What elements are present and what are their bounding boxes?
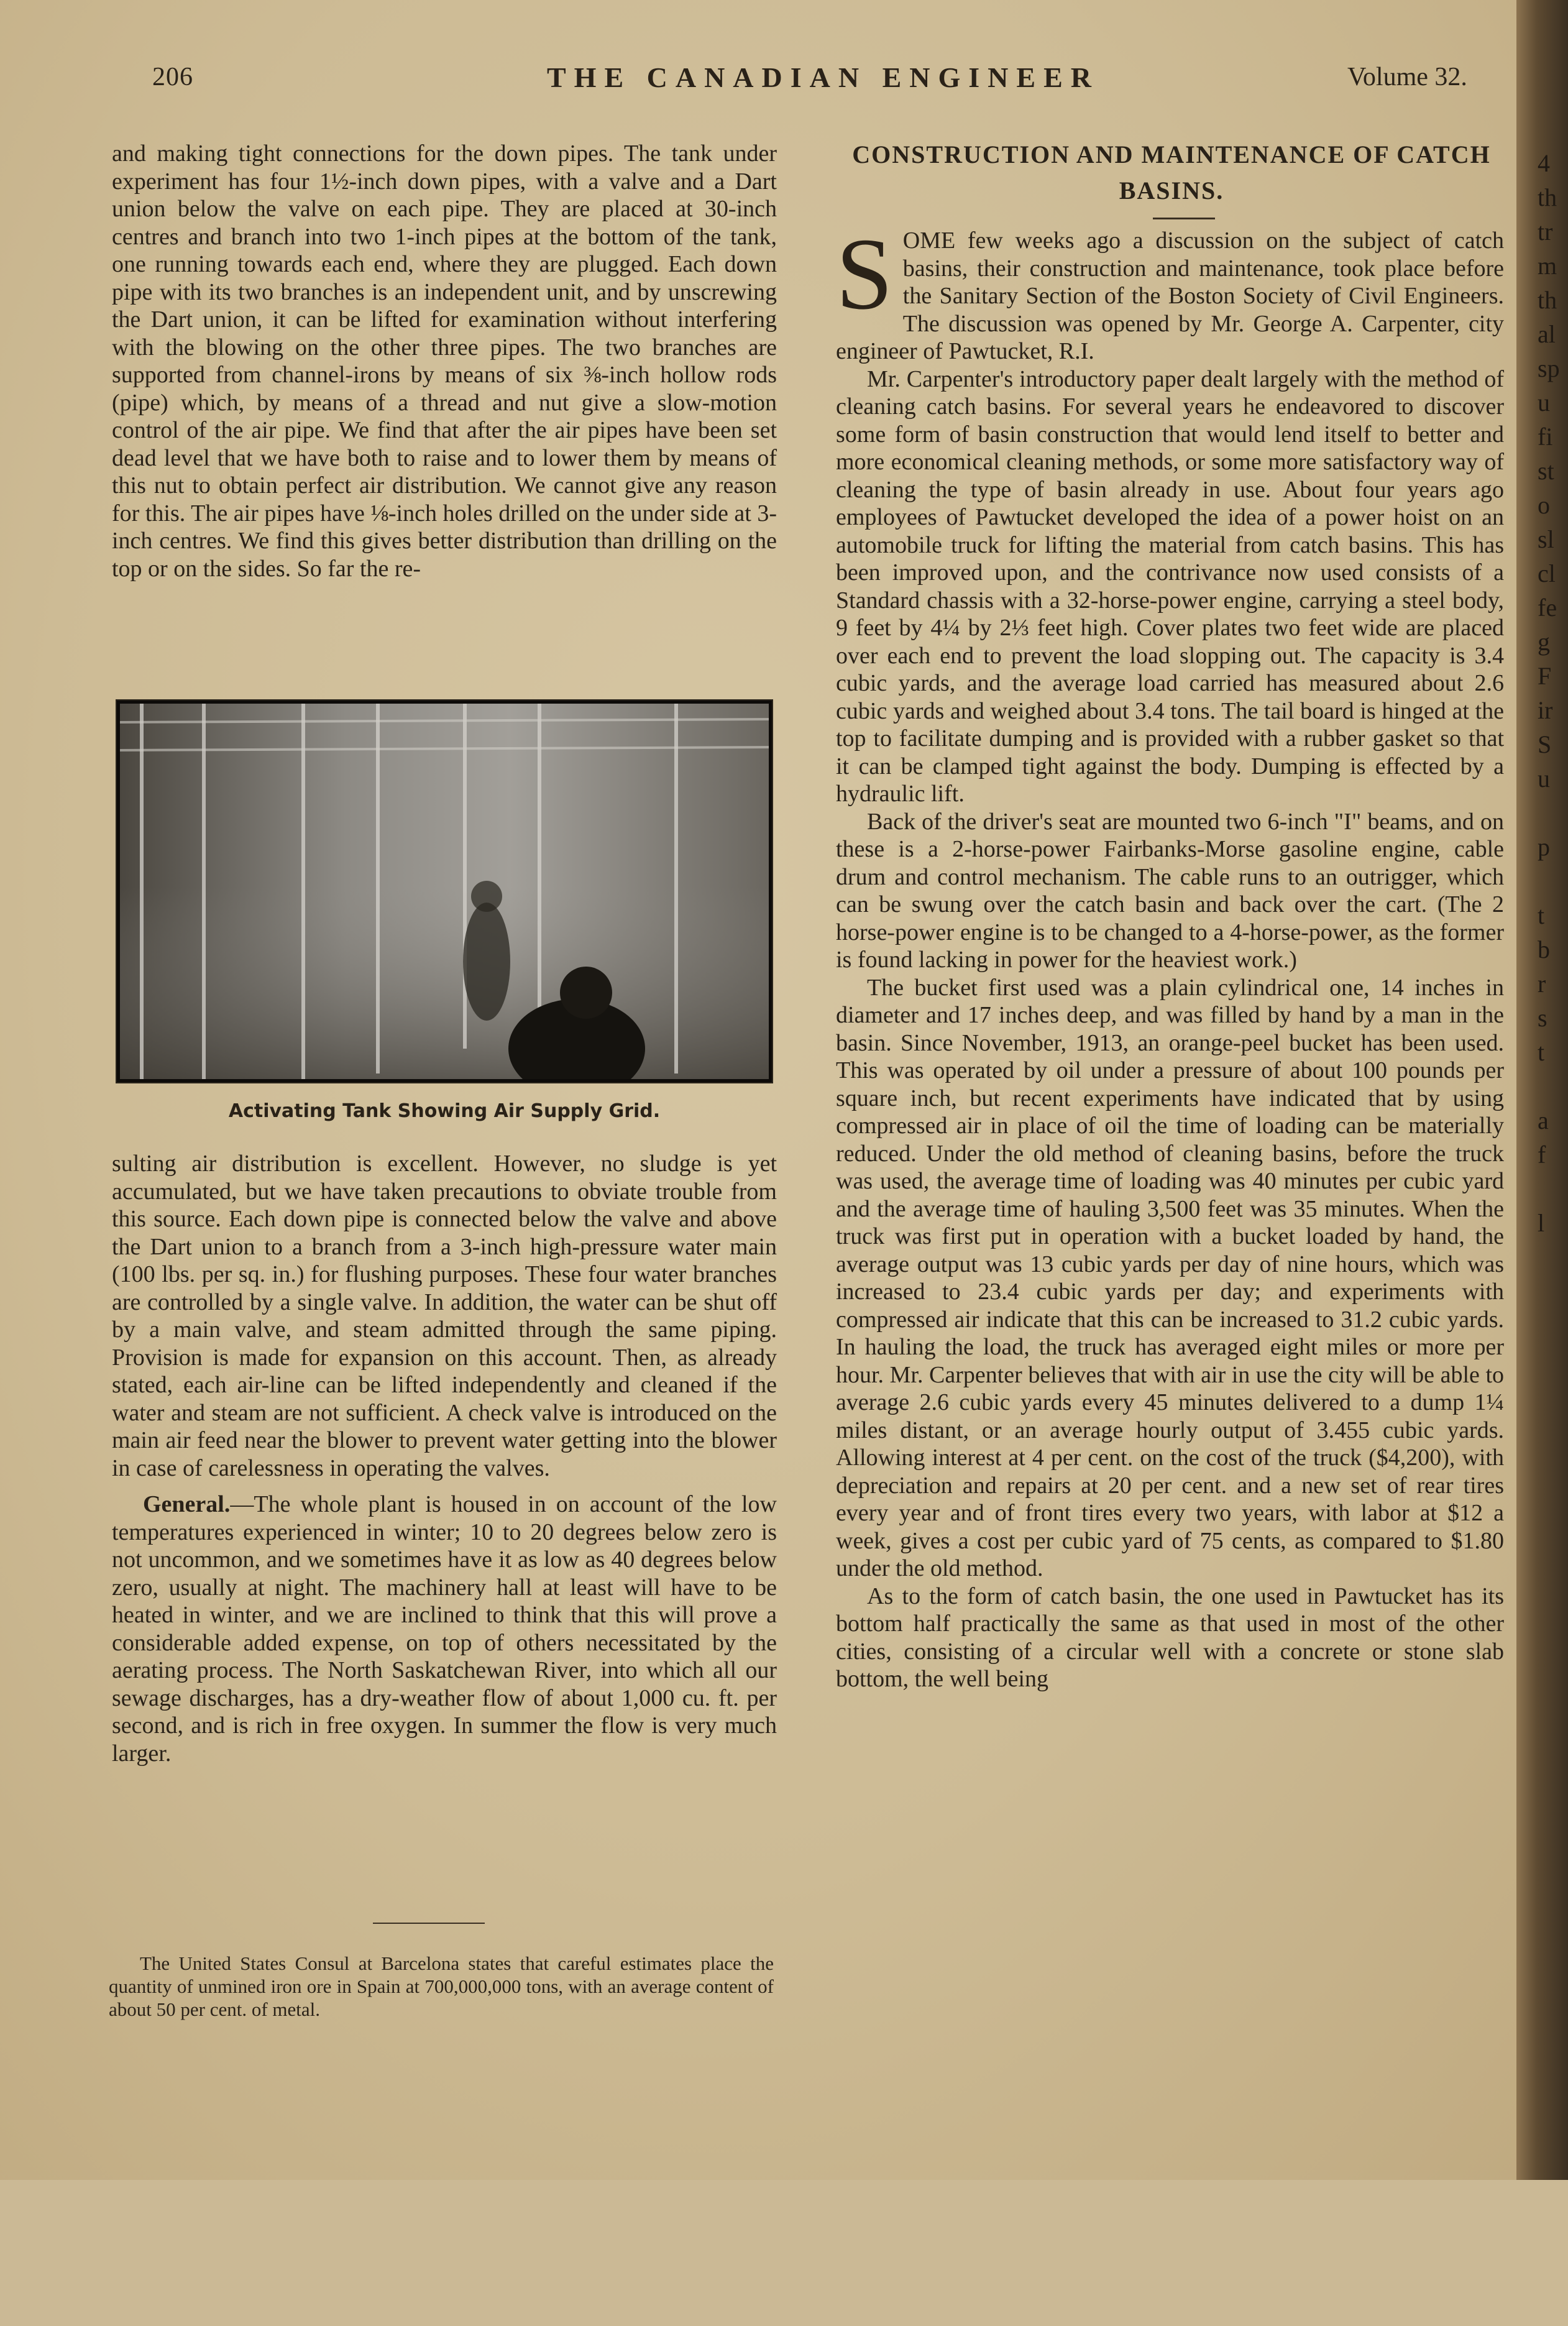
adjacent-fragment-line: F	[1538, 662, 1552, 690]
adjacent-fragment-line: u	[1538, 388, 1550, 416]
right-paragraph-1-text: OME few weeks ago a discussion on the subject of catch basins, their construction and maintenance, took place before the Sanitary Section of the Boston Society of Civil Engineers. The discussion was opened by Mr. George A. Carpenter, city engineer of Pawtucket, R.I.	[836, 228, 1504, 364]
adjacent-fragment-line: s	[1538, 1004, 1547, 1032]
adjacent-fragment-line	[1535, 1172, 1568, 1206]
adjacent-fragment-line: o	[1538, 491, 1550, 519]
adjacent-fragment-line	[1535, 1240, 1568, 1274]
drop-cap: S	[836, 217, 893, 331]
adjacent-fragment-line: g	[1538, 628, 1550, 656]
left-paragraph-3	[112, 1491, 777, 1767]
adjacent-fragment-line	[1535, 1274, 1568, 1308]
adjacent-fragment-line: t	[1538, 901, 1545, 929]
right-paragraph-1	[836, 217, 1504, 365]
footnote-text: The United States Consul at Barcelona states that careful estimates place the quantity of unmined iron ore in Spain at 700,000,000 tons, with an average content of about 50 per cent. of metal.	[109, 1952, 774, 2020]
general-paragraph-text: —The whole plant is housed in on account of the low temperatures experienced in winter; 10 to 20 degrees below zero is not uncommon, and we sometimes have it as low as 40 degrees below zero, usually at night. The machinery hall at least will have to be heated in winter, and we are inclined to think that this will prove a considerable added expense, on top of others necessitated by the aerating process. The North Saskatchewan River, into which all our sewage discharges, has a dry-weather flow of about 1,000 cu. ft. per second, and is rich in free oxygen. In summer the flow is very much larger.	[112, 1491, 777, 1767]
right-paragraph-2: Mr. Carpenter's introductory paper dealt largely with the method of cleaning catch basins. For several years he endeavored to discover some form of basin construction that would lend itself to better and more economical cleaning methods, or some more satisfactory way of cleaning the type of basin already in use. About four years ago employees of Pawtucket developed the idea of a power hoist on an automobile truck for lifting the material from catch basins. This has been improved upon, and the contrivance now used consists of a Standard chassis with a 32-horse-power engine, carrying a steel body, 9 feet by 4¼ by 2⅓ feet high. Cover plates two feet wide are placed over each end to prevent the load slopping out. The capacity is 3.4 cubic yards, and the average load carried has measured about 2.6 cubic yards and weighed about 3.4 tons. The tail board is hinged at the top to facilitate dumping and is provided with a rubber gasket so that it can be clamped tight against the body. Dumping is effected by a hydraulic lift.	[836, 365, 1504, 807]
adjacent-fragment-line: t	[1538, 1038, 1545, 1066]
adjacent-fragment-line: b	[1538, 935, 1550, 963]
adjacent-fragment-line: th	[1538, 183, 1557, 211]
adjacent-fragment-line: cl	[1538, 559, 1556, 587]
left-paragraph-1: and making tight connections for the down pipes. The tank under experiment has four 1½-inch down pipes, with a valve and a Dart union below the valve on each pipe. They are placed at 30-inch centres and branch into two 1-inch pipes at the bottom of the tank, one running towards each end, where they are plugged. Each down pipe with its two branches is an independent unit, and by unscrewing the Dart union, it can be lifted for examination without interfering with the blowing on the other three pipes. The two branches are supported from channel-irons by means of six ⅜-inch hollow rods (pipe) which, by means of a thread and nut give a slow-motion control of the air pipe. We find that after the air pipes have been set dead level that we have both to raise and to lower them by means of this nut to obtain perfect air distribution. We cannot give any reason for this. The air pipes have ⅛-inch holes drilled on the under side at 3-inch centres. We find this gives better distribution than drilling on the top or on the sides. So far the re-	[112, 140, 777, 582]
adjacent-fragment-line: f	[1538, 1141, 1546, 1169]
adjacent-fragment-line	[1535, 1343, 1568, 1377]
adjacent-fragment-line: m	[1538, 252, 1557, 280]
adjacent-fragment-line: st	[1538, 457, 1554, 485]
adjacent-fragment-line	[1535, 864, 1568, 898]
adjacent-fragment-line: tr	[1538, 218, 1553, 246]
left-column-top	[112, 140, 777, 582]
journal-title: THE CANADIAN ENGINEER	[547, 62, 1099, 93]
footnote	[109, 1952, 774, 2021]
volume-label: Volume 32.	[1347, 63, 1467, 91]
left-paragraph-2: sulting air distribution is excellent. However, no sludge is yet accumulated, but we have taken precautions to obviate trouble from this source. Each down pipe is connected below the valve and above the Dart union to a branch from a 3-inch high-pressure water main (100 lbs. per sq. in.) for flushing purposes. These four water branches are controlled by a single valve. In addition, the water can be shut off by a main valve, and steam admitted through the same piping. Provision is made for expansion on this account. Then, as already stated, each air-line can be lifted independently and cleaned if the water and steam are not sufficient. A check valve is introduced on the main air feed near the blower to prevent water getting into the blower in case of carelessness in operating the valves.	[112, 1151, 777, 1481]
adjacent-page-fragment	[1535, 0, 1568, 2326]
article-title: CONSTRUCTION AND MAINTENANCE OF CATCH BASINS.	[852, 140, 1491, 205]
adjacent-fragment-line: sp	[1538, 354, 1560, 382]
general-run-in-heading: General.	[143, 1491, 231, 1517]
adjacent-fragment-line: a	[1538, 1106, 1549, 1134]
left-column-bottom	[112, 1150, 777, 1767]
right-paragraph-5: As to the form of catch basin, the one used in Pawtucket has its bottom half practically the same as that used in most of the other cities, consisting of a circular well with a concrete or stone slab bottom, the well being	[836, 1583, 1504, 1692]
right-paragraph-4: The bucket first used was a plain cylindrical one, 14 inches in diameter and 17 inches deep, and was filled by hand by a man in the basin. Since November, 1913, an orange-peel bucket has been used. This was operated by oil under a pressure of about 100 pounds per square inch, but recent experiments have indicated that by using compressed air in place of oil the time of loading can be materially reduced. Under the old method of cleaning basins, before the truck was used, the average time of loading was 40 minutes per cubic yard and the average time of hauling 3,500 feet was 35 minutes. When the truck was first put in operation with a bucket loaded by hand, the average output was 13 cubic yards per day of nine hours, which was increased to 23.4 cubic yards per day; and experiments with compressed air indicate that this can be increased to 31.2 cubic yards. In hauling the load, the truck has averaged eight miles or more per hour. Mr. Carpenter believes that with air in use the city will be able to average 2.6 cubic yards every 45 minutes delivered to a dump 1¼ miles distant, or an average hourly output of 3.455 cubic yards. Allowing interest at 4 per cent. on the cost of the truck ($4,200), with depreciation and repairs at 20 per cent. and a new set of rear tires every year and of front tires every two years, with labor at $12 a week, gives a cost per cubic yard of 75 cents, as compared to $1.80 under the old method.	[836, 974, 1504, 1581]
adjacent-fragment-line	[1535, 1069, 1568, 1103]
adjacent-fragment-line: u	[1538, 765, 1550, 793]
adjacent-fragment-line: fi	[1538, 423, 1553, 451]
footnote-divider	[373, 1923, 485, 1924]
adjacent-fragment-line: sl	[1538, 525, 1554, 553]
page-number: 206	[152, 63, 193, 91]
right-paragraph-3: Back of the driver's seat are mounted two 6-inch "I" beams, and on these is a 2-horse-power Fairbanks-Morse gasoline engine, cable drum and control mechanism. The cable runs to an outrigger, which can be swung over the catch basin and back over the cart. (The 2 horse-power engine is to be changed to a 4-horse-power, as the former is found lacking in power for the heaviest work.)	[836, 808, 1504, 973]
adjacent-fragment-line: l	[1538, 1209, 1545, 1237]
adjacent-fragment-line: p	[1538, 833, 1550, 861]
adjacent-fragment-line: r	[1538, 970, 1546, 998]
adjacent-fragment-line: fe	[1538, 594, 1557, 622]
adjacent-fragment-line: 4	[1538, 149, 1550, 177]
title-divider	[1153, 218, 1215, 219]
adjacent-fragment-line	[1535, 1377, 1568, 1411]
activating-tank-photo	[116, 699, 773, 1083]
adjacent-fragment-line: th	[1538, 286, 1557, 314]
adjacent-fragment-line	[1535, 1411, 1568, 1445]
adjacent-fragment-line	[1535, 1308, 1568, 1343]
adjacent-fragment-line: al	[1538, 320, 1556, 348]
photo-caption: Activating Tank Showing Air Supply Grid.	[228, 1100, 661, 1122]
tank-photo-image	[117, 701, 772, 1082]
adjacent-fragment-line: S	[1538, 730, 1552, 758]
right-column	[836, 217, 1504, 1693]
adjacent-fragment-line: ir	[1538, 696, 1553, 724]
adjacent-fragment-line	[1535, 796, 1568, 830]
running-header	[0, 62, 1516, 99]
